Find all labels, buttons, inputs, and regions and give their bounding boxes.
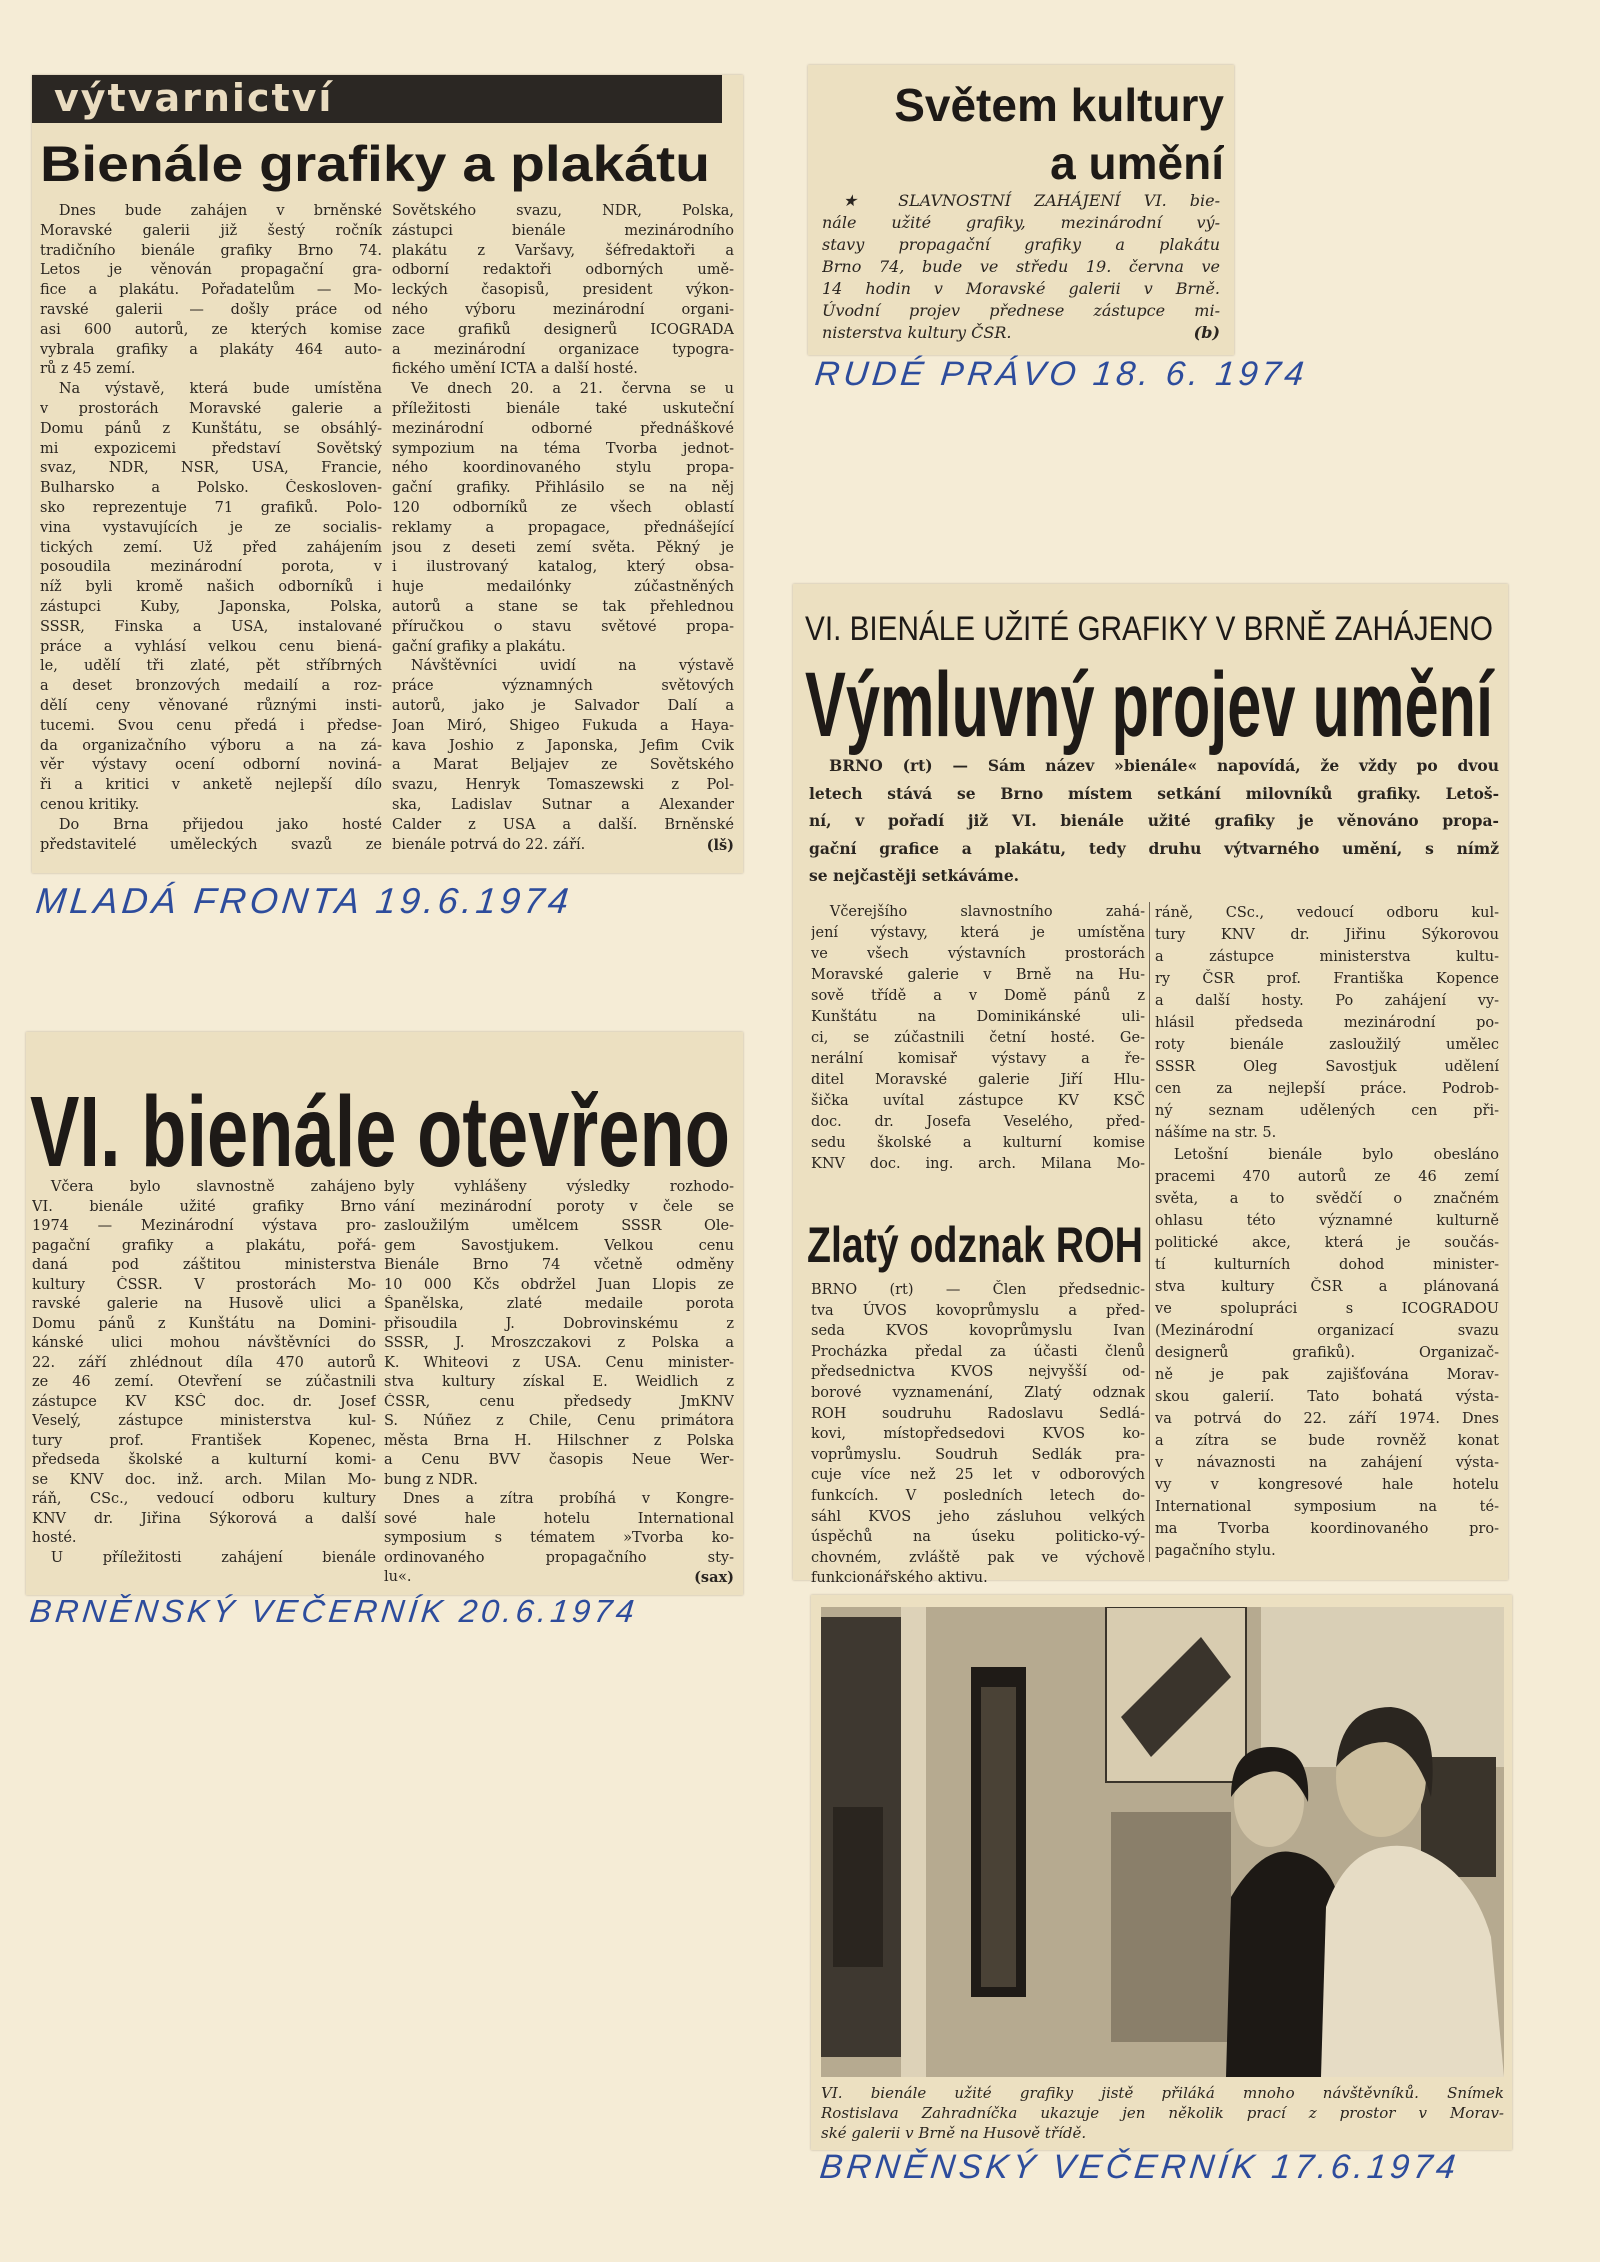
text-line: Včera bylo slavnostně zahájeno xyxy=(50,1179,376,1195)
text-line: předsednictva KVOS nejvyšší od- xyxy=(811,1364,1145,1381)
text-line: Včerejšího slavnostního zahá- xyxy=(829,904,1145,920)
text-line: v návaznosti na zahájení výsta- xyxy=(1155,1455,1499,1471)
text-line: a mezinárodní organizace typogra- xyxy=(392,341,734,358)
text-line: a zástupce ministerstva kultu- xyxy=(1155,949,1499,965)
clipping-vecernik-otevreno xyxy=(26,1032,743,1595)
text-line: voprůmyslu. Soudruh Sedlák pra- xyxy=(811,1446,1145,1463)
text-line: Moravské galerie v Brně na Hu- xyxy=(811,967,1145,983)
clipping-vymluvny-projev xyxy=(793,584,1508,1587)
clipping-mlada-fronta xyxy=(32,75,743,873)
text-line: zace grafiků designerů ICOGRADA xyxy=(392,321,734,338)
text-line: funkcích. V posledních letech do- xyxy=(811,1487,1145,1504)
text-line: ordinovaného propagačního sty- xyxy=(384,1549,734,1566)
text-line: letech stává se Brno místem setkání milovníků grafiky. Letoš- xyxy=(809,783,1499,803)
roh-headline-svg xyxy=(807,1214,1147,1274)
text-line: bienále potrvá do 22. září. (lš) xyxy=(392,836,734,854)
text-line: 10 000 Kčs obdržel Juan Llopis ze xyxy=(384,1276,734,1293)
text-line: Domu pánů z Kunštátu, se obsáhlý- xyxy=(40,420,382,437)
text-line: symposium s tématem »Tvorba ko- xyxy=(384,1530,734,1546)
text-line: ného koordinovaného stylu propa- xyxy=(392,460,734,477)
text-line: sko reprezentuje 71 grafiků. Polo- xyxy=(40,499,382,516)
text-line: vání mezinárodní poroty v čele se xyxy=(384,1198,734,1215)
text-line: tradičního bienále grafiky Brno 74. xyxy=(40,242,382,259)
author-signature: (lš) xyxy=(706,836,734,854)
text-line: gační grafiky. Přihlásilo se na něj xyxy=(392,480,734,497)
text-line: ravské galerii — došly práce od xyxy=(40,301,382,318)
text-line: autorů, jako je Salvador Dalí a xyxy=(392,697,734,714)
text-line: jení výstavy, která je umístěna xyxy=(811,925,1145,941)
kicker: VI. BIENÁLE UŽITÉ GRAFIKY V BRNĚ ZAHÁJENO xyxy=(805,610,1493,648)
text-line: BRNO (rt) — Sám název »bienále« napovídá, že vždy po dvou xyxy=(829,756,1499,775)
author-signature: (b) xyxy=(1193,323,1220,342)
text-line: níž byli kromě našich odborníků i xyxy=(40,579,382,596)
handwritten-source-note: MLADÁ FRONTA 19.6.1974 xyxy=(33,880,575,921)
text-line: nerální komisař výstavy a ře- xyxy=(811,1051,1145,1067)
text-line: práce významných světových xyxy=(392,678,734,695)
text-line: nále užité grafiky, mezinárodní vý- xyxy=(822,213,1220,232)
text-line: VI. bienále užité grafiky Brno xyxy=(32,1198,376,1215)
text-line: BRNO (rt) — Člen předsednic- xyxy=(811,1282,1145,1298)
text-line: vy v kongresové hale hotelu xyxy=(1155,1477,1499,1493)
text-line: v prostorách Moravské galerie a xyxy=(40,400,382,417)
text-line: cenou kritiky. xyxy=(40,796,140,813)
text-line: lu«. (sax) xyxy=(384,1569,734,1586)
headline-svg xyxy=(818,75,1224,190)
text-line: Veselý, zástupce ministerstva kul- xyxy=(32,1413,376,1429)
text-line: jsou z deseti zemí světa. Pěkný je xyxy=(392,539,734,556)
text-line: ně je pak zajišťována Morav- xyxy=(1155,1367,1499,1383)
text-line: ři a kritici v anketě nejlepší dílo xyxy=(40,777,382,794)
text-line: nášíme na str. 5. xyxy=(1155,1125,1277,1141)
text-line: SSSR, J. Mroszczakovi z Polska a xyxy=(384,1335,734,1351)
text-line: zástupce KV KSČ doc. dr. Josef xyxy=(32,1393,376,1410)
text-line: autorů a stane se tak přehlednou xyxy=(392,598,734,615)
text-line: Návštěvníci uvidí na výstavě xyxy=(410,658,734,675)
text-line: Domu pánů z Kunštátu na Domini- xyxy=(32,1315,376,1332)
text-line: ska, Ladislav Sutnar a Alexander xyxy=(392,796,734,813)
text-line: a deset bronzových medailí a roz- xyxy=(40,678,382,695)
text-line: se KNV doc. inž. arch. Milan Mo- xyxy=(32,1471,376,1488)
text-line: tucemi. Svou cenu předá i předse- xyxy=(40,717,382,734)
text-line: zástupci bienále mezinárodního xyxy=(392,222,734,239)
text-line: SSSR, Finska a USA, instalované xyxy=(40,618,382,635)
text-line: U příležitosti zahájení bienále xyxy=(50,1549,376,1566)
text-line: 1974 — Mezinárodní výstava pro- xyxy=(32,1218,376,1234)
text-line: tí kulturních dohod minister- xyxy=(1155,1257,1499,1273)
text-line: hosté. xyxy=(32,1530,77,1546)
clipping-photo xyxy=(811,1595,1512,2150)
text-line: sáhl KVOS jeho zásluhou velkých xyxy=(811,1508,1145,1525)
text-line: roty bienále zasloužilý umělec xyxy=(1155,1037,1499,1053)
text-line: vybrala grafiky a plakáty 464 auto- xyxy=(40,341,382,358)
text-line: hlásil předseda mezinárodní po- xyxy=(1155,1015,1499,1031)
article-body xyxy=(822,190,1220,344)
article-column-1 xyxy=(40,202,382,855)
text-line: sympozium na téma Tvorba jednot- xyxy=(392,440,734,457)
text-line: ditel Moravské galerie Jiří Hlu- xyxy=(811,1072,1145,1088)
text-line: pagační grafiky a plakátu, pořá- xyxy=(32,1237,376,1254)
handwritten-source-note: BRNĚNSKÝ VEČERNÍK 17.6.1974 xyxy=(818,2148,1462,2186)
text-line: gační grafiky a plakátu. xyxy=(392,638,566,655)
text-line: KNV doc. ing. arch. Milana Mo- xyxy=(811,1156,1145,1172)
article-column-1 xyxy=(811,902,1145,1175)
text-line: ci, se zúčastnili četní hosté. Ge- xyxy=(811,1030,1145,1046)
article-column-2 xyxy=(1155,902,1499,1562)
article-column-2 xyxy=(392,202,734,855)
text-line: kava Joshio z Japonska, Jefim Cvik xyxy=(392,737,734,754)
text-line: kánské ulici mohou návštěvníci do xyxy=(32,1335,376,1351)
text-line: práce a vyhlásí velkou cenu biená- xyxy=(40,638,382,655)
text-line: zástupci Kuby, Japonska, Polska, xyxy=(40,598,382,615)
text-line: stva kultury ČSR a plánovaná xyxy=(1155,1279,1499,1295)
text-line: Dnes bude zahájen v brněnské xyxy=(58,203,382,219)
text-line: cen za nejlepší práce. Podrob- xyxy=(1155,1081,1499,1097)
text-line: ný seznam udělených cen při- xyxy=(1155,1103,1499,1119)
text-line: daná pod záštitou ministerstva xyxy=(32,1257,376,1273)
text-line: leckých časopisů, president výkon- xyxy=(392,282,734,299)
text-line: Dnes a zítra probíhá v Kongre- xyxy=(402,1491,734,1507)
headline: Bienále grafiky a plakátu xyxy=(40,136,710,192)
text-line: rů z 45 zemí. xyxy=(40,361,136,378)
text-line: Bulharsko a Polsko. Českosloven- xyxy=(40,480,382,497)
headline-line-1: Světem kultury xyxy=(894,79,1224,131)
section-label: výtvarnictví xyxy=(32,75,722,123)
text-line: KNV dr. Jiřina Sýkorová a další xyxy=(32,1510,376,1527)
text-line: představitelé uměleckých svazů ze xyxy=(40,836,382,853)
exhibition-photo xyxy=(821,1607,1504,2077)
text-line: šička uvítal zástupce KV KSČ xyxy=(811,1093,1145,1109)
text-line: ráň, CSc., vedoucí odboru kultury xyxy=(32,1491,376,1507)
text-line: reklamy a propagace, přednášející xyxy=(392,519,734,536)
text-line: města Brna H. Hilschner z Polska xyxy=(384,1432,734,1449)
text-line: kovi, místopředsedovi KVOS ko- xyxy=(811,1426,1145,1443)
text-line: věr výstavy ocení odborní noviná- xyxy=(40,757,382,774)
text-line: Kunštátu na Dominikánské uli- xyxy=(811,1009,1145,1025)
text-line: Ve dnech 20. a 21. června se u xyxy=(410,381,734,398)
text-line: Joan Miró, Shigeo Fukuda a Haya- xyxy=(392,717,734,734)
column-divider xyxy=(1149,902,1150,1562)
text-line: sedu školské a kulturní komise xyxy=(811,1135,1145,1151)
headline-svg xyxy=(805,606,1495,756)
handwritten-source-note: RUDÉ PRÁVO 18. 6. 1974 xyxy=(813,355,1310,393)
author-signature: (sax) xyxy=(694,1569,734,1586)
text-line: nisterstva kultury ČSR. (b) xyxy=(822,323,1220,342)
text-line: dělí ceny věnované různými insti- xyxy=(40,697,382,714)
text-line: ve spolupráci s ICOGRADOU xyxy=(1155,1301,1499,1317)
text-line: Do Brna přijedou jako hosté xyxy=(58,816,382,833)
text-line: kultury ČSSR. V prostorách Mo- xyxy=(32,1276,376,1293)
text-line: Rostislava Zahradníčka ukazuje jen několik prací z prostor v Morav- xyxy=(821,2104,1504,2122)
text-line: tury prof. František Kopenec, xyxy=(32,1432,376,1449)
text-line: ravské galerie na Husově ulici a xyxy=(32,1296,376,1312)
text-line: Sovětského svazu, NDR, Polska, xyxy=(392,203,734,219)
text-line: skou galerií. Tato bohatá výsta- xyxy=(1155,1389,1499,1405)
text-line: asi 600 autorů, ze kterých komise xyxy=(40,321,382,338)
text-line: stavy propagační grafiky a plakátu xyxy=(822,235,1220,254)
text-line: tury KNV dr. Jiřinu Sýkorovou xyxy=(1155,927,1499,943)
text-line: posoudila mezinárodní porota, v xyxy=(40,559,382,576)
text-line: Moravské galerii již šestý ročník xyxy=(40,222,382,239)
photo-caption xyxy=(821,2083,1504,2143)
handwritten-source-note: BRNĚNSKÝ VEČERNÍK 20.6.1974 xyxy=(28,1593,640,1629)
headline: Výmluvný projev umění xyxy=(805,654,1495,756)
text-line: fice a plakátu. Pořadatelům — Mo- xyxy=(40,282,382,299)
text-line: (Mezinárodní organizací svazu xyxy=(1155,1323,1499,1339)
text-line: pracemi 470 autorů ze 46 zemí xyxy=(1155,1169,1499,1185)
text-line: SSSR Oleg Savostjuk udělení xyxy=(1155,1059,1499,1075)
headline-svg xyxy=(30,1074,736,1174)
article-column-2 xyxy=(384,1178,734,1588)
text-line: Úvodní projev přednese zástupce mi- xyxy=(822,301,1220,320)
text-line: mi expozicemi představí Sovětský xyxy=(40,440,382,457)
text-line: ČSSR, cenu předsedy JmKNV xyxy=(384,1393,734,1410)
text-line: byly vyhlášeny výsledky rozhodo- xyxy=(384,1179,734,1195)
headline-svg xyxy=(40,131,730,193)
text-line: vina vystavujících je ze socialis- xyxy=(40,519,382,536)
roh-headline: Zlatý odznak ROH xyxy=(807,1217,1143,1273)
text-line: ve všech výstavních prostorách xyxy=(811,946,1145,962)
article-column-1 xyxy=(32,1178,376,1568)
text-line: světa, a to svědčí o značném xyxy=(1155,1191,1499,1207)
text-line: designerů grafiků). Organizač- xyxy=(1155,1345,1499,1361)
text-line: plakátu z Varšavy, šéfredaktoři a xyxy=(392,242,734,259)
text-line: mezinárodní odborné přednáškové xyxy=(392,420,734,437)
roh-article-body xyxy=(811,1280,1145,1589)
text-line: Bienále Brno 74 včetně odměny xyxy=(384,1257,734,1273)
clipping-rude-pravo xyxy=(808,65,1234,355)
text-line: 22. září zhlédnout díla 470 autorů xyxy=(32,1354,376,1371)
text-line: ské galerii v Brně na Husově třídě. xyxy=(821,2124,1087,2142)
text-line: a zítra se bude rovněž konat xyxy=(1155,1433,1499,1449)
text-line: S. Núñez z Chile, Cenu primátora xyxy=(384,1413,734,1429)
text-line: va potrvá do 22. září 1974. Dnes xyxy=(1155,1411,1499,1427)
text-line: Letošní bienále bylo obesláno xyxy=(1173,1147,1499,1163)
text-line: huje medailónky zúčastněných xyxy=(392,579,734,596)
text-line: zasloužilým umělcem SSSR Ole- xyxy=(384,1218,734,1234)
text-line: K. Whiteovi z USA. Cenu minister- xyxy=(384,1354,734,1371)
text-line: ného výboru mezinárodní organi- xyxy=(392,301,734,318)
text-line: pagačního stylu. xyxy=(1155,1543,1276,1559)
text-line: ★ SLAVNOSTNÍ ZAHÁJENÍ VI. bie- xyxy=(842,191,1220,210)
text-line: gační grafice a plakátu, tedy druhu výtvarného umění, s nímž xyxy=(809,838,1499,858)
text-line: ry ČSR prof. Františka Kopence xyxy=(1155,971,1499,987)
text-line: ní, v pořadí již VI. bienále užité grafiky je věnováno propa- xyxy=(809,811,1499,830)
text-line: i ilustrovaný katalog, který obsa- xyxy=(392,559,734,576)
text-line: úspěchů na úseku politicko-vý- xyxy=(811,1529,1145,1546)
text-line: a další hosty. Po zahájení vy- xyxy=(1155,993,1499,1009)
text-line: funkcionářského aktivu. xyxy=(811,1570,988,1587)
text-line: odborní redaktoři odborných umě- xyxy=(392,262,734,279)
text-line: přisoudila J. Dobrovinskému z xyxy=(384,1315,734,1332)
text-line: stva kultury získal E. Weidlich z xyxy=(384,1374,734,1390)
text-line: seda KVOS kovoprůmyslu Ivan xyxy=(811,1323,1145,1340)
text-line: svaz, NDR, NSR, USA, Francie, xyxy=(40,460,382,477)
text-line: cuje více než 25 let v odborových xyxy=(811,1467,1145,1484)
text-line: gem Savostjukem. Velkou cenu xyxy=(384,1237,734,1254)
text-line: da organizačního výboru a na zá- xyxy=(40,737,382,754)
text-line: 120 odborníků ze všech oblastí xyxy=(392,499,734,516)
text-line: svazu, Henryk Tomaszewski z Pol- xyxy=(392,777,734,794)
text-line: se nejčastěji setkáváme. xyxy=(809,866,1020,885)
text-line: tva ÚVOS kovoprůmyslu a před- xyxy=(811,1302,1145,1319)
text-line: VI. bienále užité grafiky jistě přiláká mnoho návštěvníků. Snímek xyxy=(821,2084,1504,2102)
text-line: doc. dr. Josefa Veselého, před- xyxy=(811,1114,1145,1130)
text-line: příležitosti bienále také uskuteční xyxy=(392,400,734,417)
text-line: Calder z USA a další. Brněnské xyxy=(392,816,734,833)
text-line: Letos je věnován propagační gra- xyxy=(40,262,382,279)
headline: VI. bienále otevřeno xyxy=(30,1076,730,1174)
text-line: chovném, zvláště pak ve výchově xyxy=(811,1549,1145,1566)
text-line: borové vyznamenání, Zlatý odznak xyxy=(811,1384,1145,1401)
text-line: příručkou o stavu světové propa- xyxy=(392,618,734,635)
text-line: ráně, CSc., vedoucí odboru kul- xyxy=(1155,905,1499,921)
text-line: 14 hodin v Moravské galerii v Brně. xyxy=(822,279,1220,298)
text-line: fického umění ICTA a další hosté. xyxy=(392,361,638,378)
text-line: politické akce, která je součás- xyxy=(1155,1235,1499,1251)
text-line: sově třídě a v Domě pánů z xyxy=(811,988,1145,1004)
text-line: Brno 74, bude ve středu 19. června ve xyxy=(822,257,1220,276)
text-line: a Marat Beljajev ze Sovětského xyxy=(392,757,734,774)
text-line: Na výstavě, která bude umístěna xyxy=(58,381,382,398)
text-line: sové hale hotelu International xyxy=(384,1510,734,1527)
text-line: a Cenu BVV časopis Neue Wer- xyxy=(384,1452,734,1468)
text-line: ma Tvorba koordinovaného pro- xyxy=(1155,1521,1499,1537)
text-line: Procházka předal za účasti členů xyxy=(811,1343,1145,1360)
text-line: International symposium na té- xyxy=(1155,1499,1499,1515)
text-line: ohlasu této významné kulturně xyxy=(1155,1213,1499,1229)
text-line: ROH soudruhu Radoslavu Sedlá- xyxy=(811,1405,1145,1422)
text-line: bung z NDR. xyxy=(384,1471,478,1488)
text-line: Španělska, zlaté medaile porota xyxy=(384,1296,734,1312)
headline-line-2: a umění xyxy=(1050,137,1224,189)
text-line: ze 46 zemí. Otevření se zúčastnili xyxy=(32,1374,376,1390)
text-line: předseda školské a kulturní komi- xyxy=(32,1452,376,1468)
article-lead xyxy=(809,752,1499,890)
text-line: tických zemí. Už před zahájením xyxy=(40,539,382,556)
text-line: le, udělí tři zlaté, pět stříbrných xyxy=(40,658,382,675)
